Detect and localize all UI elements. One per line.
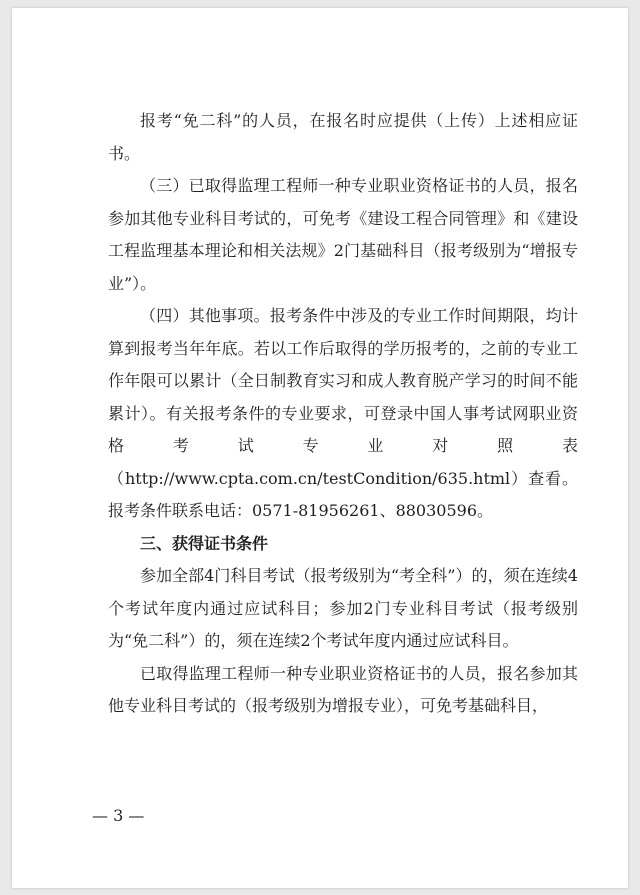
section-heading-certificate-conditions: 三、获得证书条件	[140, 533, 269, 553]
paragraph-item-three: （三）已取得监理工程师一种专业职业资格证书的人员，报名参加其他专业科目考试的，可免考《建设工程合同管理》和《建设工程监理基本理论和相关法规》2门基础科目（报考级别为“增报专业”）。	[108, 176, 578, 293]
document-page	[12, 8, 628, 888]
paragraph-exemption-certificate: 报考“免二科”的人员，在报名时应提供（上传）上述相应证书。	[108, 111, 578, 163]
page-number: — 3 —	[92, 806, 145, 825]
document-body	[108, 105, 578, 723]
paragraph-item-four: （四）其他事项。报考条件中涉及的专业工作时间期限，均计算到报考当年年底。若以工作后取得的学历报考的，之前的专业工作年限可以累计（全日制教育实习和成人教育脱产学习的时间不能累计）。有关报考条件的专业要求，可登录中国人事考试网职业资格考试专业对照表（http://www.cpta.com.cn/testCondition/635.html）查看。报考条件联系电话：0571-81956261、88030596。	[108, 306, 578, 520]
paragraph-additional-specialty: 已取得监理工程师一种专业职业资格证书的人员，报名参加其他专业科目考试的（报考级别为增报专业），可免考基础科目，	[108, 663, 578, 715]
paragraph-exam-period: 参加全部4门科目考试（报考级别为“考全科”）的，须在连续4个考试年度内通过应试科目；参加2门专业科目考试（报考级别为“免二科”）的，须在连续2个考试年度内通过应试科目。	[108, 566, 578, 650]
